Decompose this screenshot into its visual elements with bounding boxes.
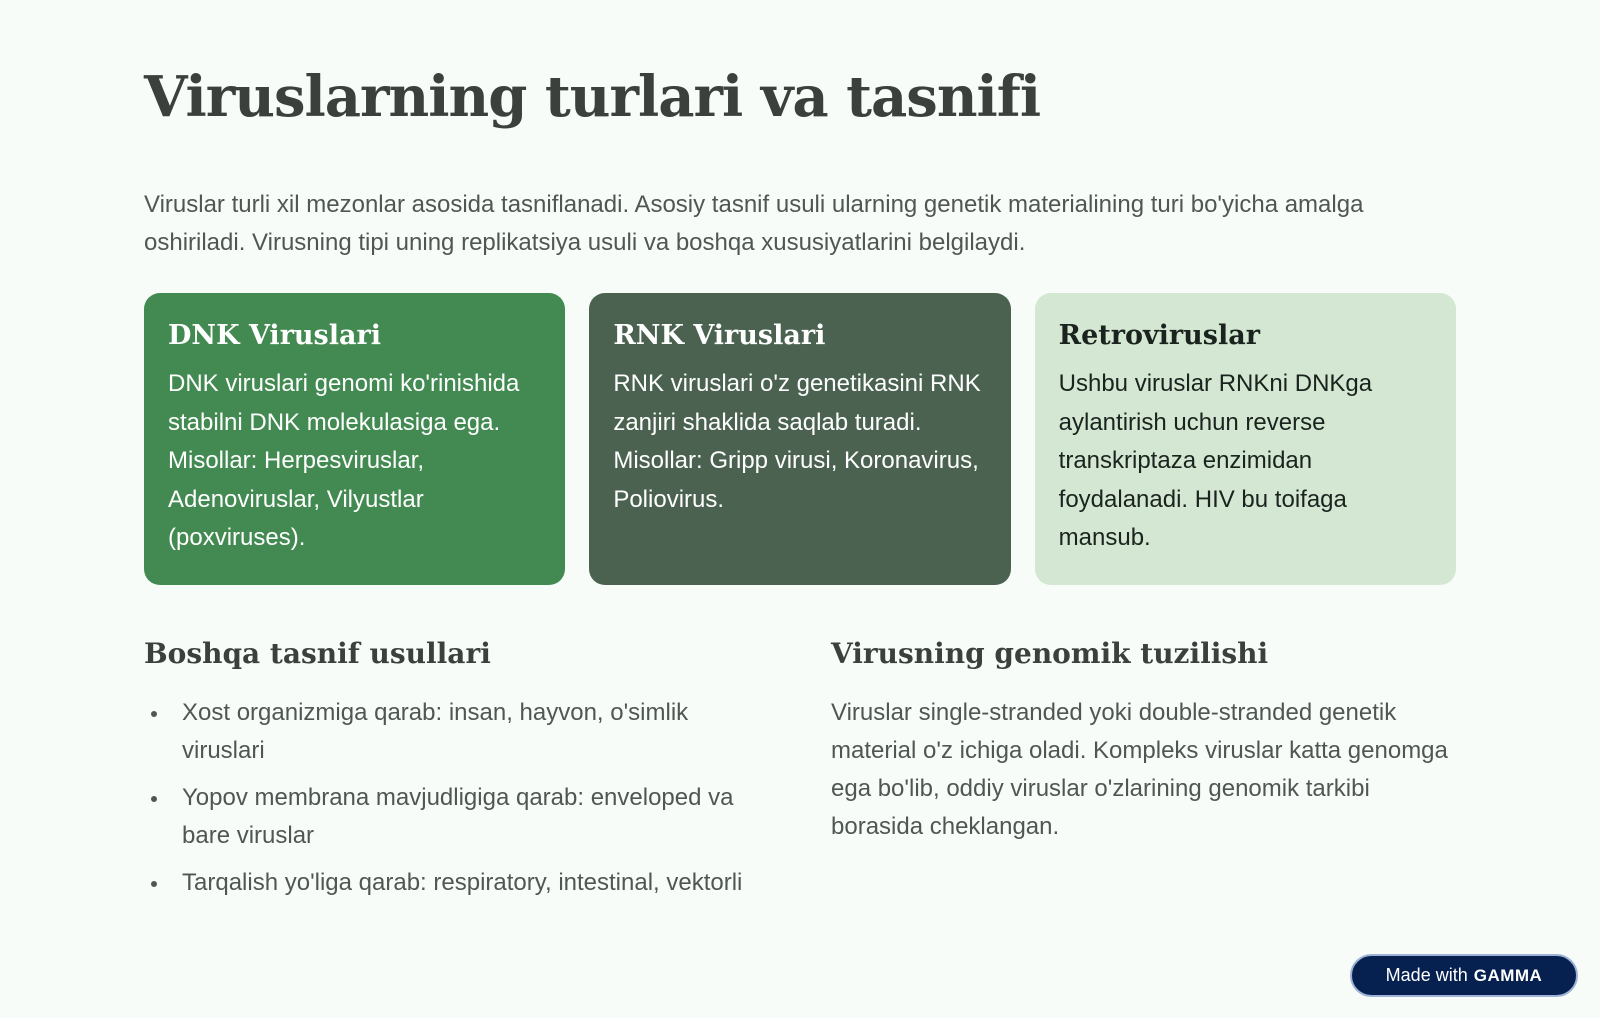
card-body: DNK viruslari genomi ko'rinishida stabilni DNK molekulasiga ega. Misollar: Herpesviruslar, Adenoviruslar, Vilyustlar (poxviruses). [168, 370, 520, 551]
card-dna-viruses [144, 293, 565, 585]
badge-prefix: Made with [1385, 965, 1468, 985]
list-item-text: Tarqalish yo'liga qarab: respiratory, intestinal, vektorli [182, 869, 743, 896]
section-title: Virusning genomik tuzilishi [831, 637, 1269, 670]
section-title: Boshqa tasnif usullari [144, 637, 491, 670]
card-rna-viruses [589, 293, 1010, 585]
list-item [144, 864, 744, 902]
gamma-logo: GAMMA [1473, 965, 1543, 985]
virus-type-cards [144, 293, 1456, 585]
other-methods-section [144, 632, 744, 911]
list-item-text: Xost organizmiga qarab: insan, hayvon, o'simlik viruslari [182, 699, 689, 764]
list-item [144, 694, 744, 770]
list-item-text: Yopov membrana mavjudligiga qarab: enveloped va bare viruslar [182, 784, 734, 849]
card-title: DNK Viruslari [168, 320, 381, 351]
card-title: Retroviruslar [1058, 320, 1260, 351]
card-body: RNK viruslari o'z genetikasini RNK zanjiri shaklida saqlab turadi. Misollar: Gripp virusi, Koronavirus, Poliovirus. [613, 370, 981, 513]
intro-paragraph: Viruslar turli xil mezonlar asosida tasniflanadi. Asosiy tasnif usuli ularning genetik materialining turi bo'yicha amalga oshiriladi. Virusning tipi uning replikatsiya usuli va boshqa xususiyatlarini belgilaydi. [144, 191, 1364, 256]
made-with-gamma-badge[interactable] [1350, 954, 1578, 997]
bullet-icon [151, 711, 157, 717]
list-item [144, 779, 744, 855]
card-body: Ushbu viruslar RNKni DNKga aylantirish uchun reverse transkriptaza enzimidan foydalanadi. HIV bu toifaga mansub. [1058, 370, 1373, 551]
card-retroviruses [1035, 293, 1456, 585]
genome-paragraph: Viruslar single-stranded yoki double-stranded genetik material o'z ichiga oladi. Kompleks viruslar katta genomga ega bo'lib, oddiy viruslar o'zlarining genomik tarkibi borasida cheklangan. [831, 699, 1448, 840]
bullet-list [144, 694, 744, 902]
page-title: Viruslarning turlari va tasnifi [144, 64, 1041, 130]
genome-section [831, 632, 1456, 846]
card-title: RNK Viruslari [613, 320, 826, 351]
bullet-icon [151, 796, 157, 802]
bullet-icon [151, 881, 157, 887]
